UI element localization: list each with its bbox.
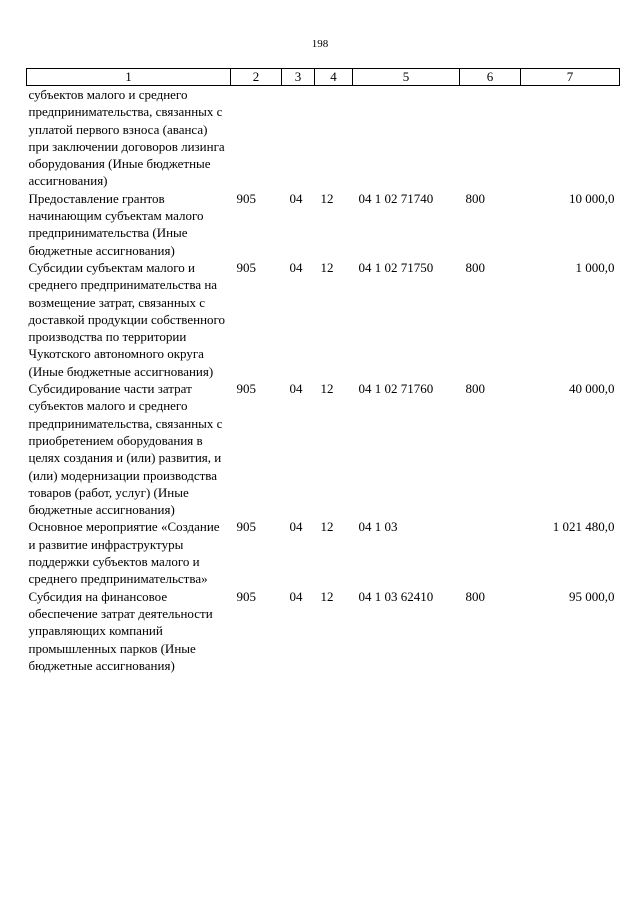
row-expense-type: 800 [465,190,485,206]
row-section [282,86,315,190]
table-row [27,588,620,674]
row-name: Субсидии субъектам малого и среднего предпринимательства на возмещение затрат, связанных с доставкой продукции собственного производства по территории Чукотского автономного округа (Иные бюджетные ассигнования) [28,259,226,379]
row-amount: 95 000,0 [569,588,615,604]
row-target-article: 04 1 03 62410 [358,588,434,604]
row-amount: 1 021 480,0 [552,519,615,535]
row-amount: 40 000,0 [569,381,615,397]
row-target-article: 04 1 02 71740 [358,190,434,206]
row-subsection: 12 [320,588,334,604]
table-row [27,86,620,190]
row-subsection: 12 [320,190,334,206]
column-header: 5 [353,69,460,86]
row-ministry-code [231,86,282,190]
row-expense-type: 800 [465,588,485,604]
row-ministry-code: 905 [236,190,256,206]
row-name: Субсидия на финансовое обеспечение затрат деятельности управляющих компаний промышленных парков (Иные бюджетные ассигнования) [28,588,213,673]
row-expense-type: 800 [465,381,485,397]
row-expense-type [460,518,521,587]
row-ministry-code: 905 [236,259,256,275]
page-number: 198 [311,38,329,50]
row-name: Основное мероприятие «Создание и развитие инфраструктуры поддержки субъектов малого и среднего предпринимательства» [28,519,220,587]
row-amount: 1 000,0 [575,259,615,275]
row-name: субъектов малого и среднего предпринимательства, связанных с уплатой первого взноса (аванса) при заключении договоров лизинга оборудования (Иные бюджетные ассигнования) [28,87,225,189]
column-header: 6 [460,69,521,86]
row-subsection: 12 [320,381,334,397]
row-subsection [315,86,353,190]
table-row [27,518,620,587]
row-target-article [353,86,460,190]
row-amount: 10 000,0 [569,190,615,206]
column-header: 7 [521,69,620,86]
budget-table [26,68,620,674]
column-header: 4 [315,69,353,86]
row-ministry-code: 905 [236,588,256,604]
row-expense-type: 800 [465,259,485,275]
table-header-row [27,69,620,86]
row-subsection: 12 [320,519,334,535]
table-row [27,259,620,380]
row-subsection: 12 [320,259,334,275]
row-section: 04 [289,588,303,604]
row-ministry-code: 905 [236,381,256,397]
row-name: Субсидирование части затрат субъектов малого и среднего предпринимательства, связанных с приобретением оборудования в целях создания и (или) развития, и (или) модернизации производства товаров (работ, услуг) (Иные бюджетные ассигнования) [28,381,223,518]
row-name: Предоставление грантов начинающим субъектам малого предпринимательства (Иные бюджетные ассигнования) [28,190,204,258]
row-section: 04 [289,381,303,397]
row-expense-type [460,86,521,190]
column-header: 3 [282,69,315,86]
row-section: 04 [289,519,303,535]
column-header: 2 [231,69,282,86]
row-target-article: 04 1 02 71750 [358,259,434,275]
row-section: 04 [289,259,303,275]
row-target-article: 04 1 02 71760 [358,381,434,397]
column-header: 1 [27,69,231,86]
table-row [27,190,620,259]
row-target-article: 04 1 03 [358,519,398,535]
row-section: 04 [289,190,303,206]
row-amount [521,86,620,190]
row-ministry-code: 905 [236,519,256,535]
table-row [27,380,620,518]
